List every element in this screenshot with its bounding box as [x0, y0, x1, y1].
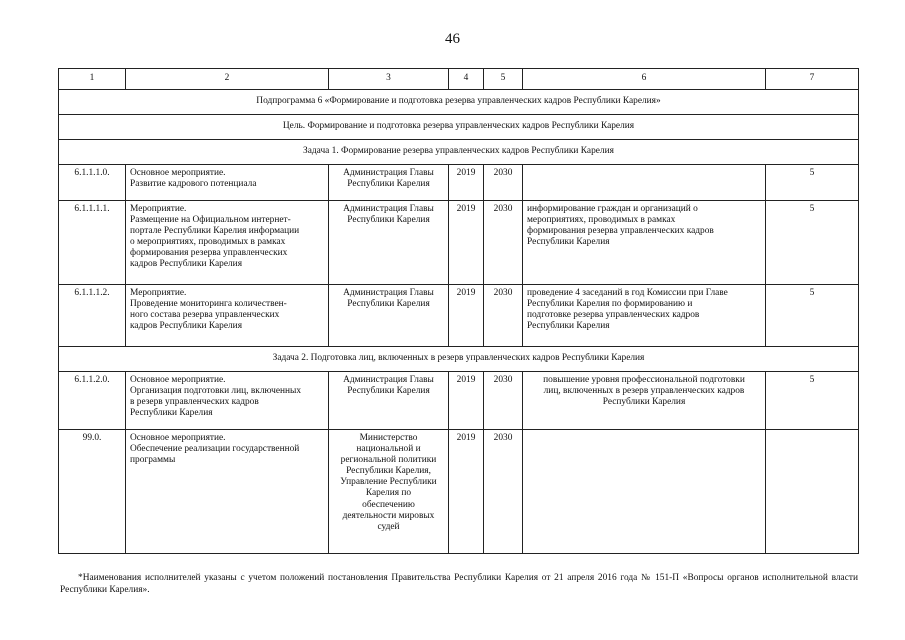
text-line: Республики Карелия по формированию и: [527, 299, 693, 310]
expected-result: [523, 165, 766, 201]
goal-title: Цель. Формирование и подготовка резерва управленческих кадров Республики Карелия: [59, 115, 859, 140]
text-line: Республики Карелия: [602, 397, 686, 408]
end-year: 2030: [484, 165, 523, 201]
text-line: Администрация Главы: [343, 168, 434, 178]
expected-result: [523, 430, 766, 554]
text-line: лиц, включенных в резерв управленческих кадров: [543, 386, 745, 397]
activity-executor: [329, 430, 449, 554]
text-line: Республики Карелия: [347, 386, 430, 397]
text-line: кадров Республики Карелия: [130, 321, 243, 332]
text-line: программы: [130, 455, 176, 466]
subprogram-row: [59, 90, 859, 115]
activity-executor: [329, 165, 449, 201]
activity-executor: [329, 372, 449, 430]
activity-name: [126, 430, 329, 554]
indicator-number: 5: [766, 285, 859, 347]
text-line: о мероприятиях, проводимых в рамках: [130, 237, 286, 248]
text-line: формирования резерва управленческих: [130, 248, 288, 259]
activity-executor: [329, 201, 449, 285]
expected-result: [523, 201, 766, 285]
column-number: 5: [484, 69, 523, 90]
activity-number: 6.1.1.2.0.: [59, 372, 126, 430]
indicator-number: 5: [766, 201, 859, 285]
text-line: Развитие кадрового потенциала: [130, 179, 257, 190]
activity-number: 6.1.1.1.1.: [59, 201, 126, 285]
program-table: [58, 68, 859, 554]
subprogram-title: Подпрограмма 6 «Формирование и подготовка резерва управленческих кадров Республики Карелия»: [59, 90, 859, 115]
activity-name: [126, 372, 329, 430]
indicator-number: 5: [766, 165, 859, 201]
indicator-number: 5: [766, 372, 859, 430]
column-number: 1: [59, 69, 126, 90]
column-number: 6: [523, 69, 766, 90]
text-line: информирование граждан и организаций о: [527, 204, 698, 214]
end-year: 2030: [484, 285, 523, 347]
text-line: Основное мероприятие.: [130, 168, 226, 178]
activity-number: 99.0.: [59, 430, 126, 554]
text-line: деятельности мировых: [342, 510, 435, 521]
text-line: проведение 4 заседаний в год Комиссии при Главе: [527, 288, 728, 298]
text-line: Министерство: [359, 433, 418, 443]
start-year: 2019: [449, 201, 484, 285]
activity-name: [126, 165, 329, 201]
column-number: 7: [766, 69, 859, 90]
start-year: 2019: [449, 430, 484, 554]
text-line: портале Республики Карелия информации: [130, 226, 300, 237]
text-line: Республики Карелия: [347, 179, 430, 190]
table-row: [59, 285, 859, 347]
text-line: Республики Карелия: [527, 237, 610, 248]
activity-number: 6.1.1.1.0.: [59, 165, 126, 201]
task-1-title: Задача 1. Формирование резерва управленческих кадров Республики Карелия: [59, 140, 859, 165]
text-line: Республики Карелия: [347, 215, 430, 226]
text-line: Основное мероприятие.: [130, 375, 226, 385]
activity-number: 6.1.1.1.2.: [59, 285, 126, 347]
footnote: *Наименования исполнителей указаны с учетом положений постановления Правительства Республики Карелия от 21 апреля 2016 года № 151-П «Вопросы органов исполнительной власти Республики Карелия».: [60, 573, 858, 596]
end-year: 2030: [484, 201, 523, 285]
start-year: 2019: [449, 285, 484, 347]
text-line: кадров Республики Карелия: [130, 259, 243, 270]
indicator-number: [766, 430, 859, 554]
text-line: повышение уровня профессиональной подготовки: [543, 375, 745, 385]
task-2-title: Задача 2. Подготовка лиц, включенных в резерв управленческих кадров Республики Карелия: [59, 347, 859, 372]
text-line: Размещение на Официальном интернет-: [130, 215, 291, 226]
activity-name: [126, 201, 329, 285]
column-number: 2: [126, 69, 329, 90]
text-line: Обеспечение реализации государственной: [130, 444, 300, 455]
activity-name: [126, 285, 329, 347]
text-line: Администрация Главы: [343, 375, 434, 385]
text-line: Республики Карелия,: [346, 466, 431, 477]
text-line: формирования резерва управленческих кадров: [527, 226, 714, 237]
text-line: судей: [377, 521, 400, 532]
text-line: Администрация Главы: [343, 204, 434, 214]
end-year: 2030: [484, 372, 523, 430]
goal-row: [59, 115, 859, 140]
start-year: 2019: [449, 165, 484, 201]
column-number: 3: [329, 69, 449, 90]
text-line: обеспечению: [362, 499, 415, 510]
text-line: Управление Республики: [340, 477, 437, 488]
end-year: 2030: [484, 430, 523, 554]
text-line: национальной и: [356, 444, 421, 455]
text-line: Мероприятие.: [130, 288, 187, 298]
text-line: Основное мероприятие.: [130, 433, 226, 443]
text-line: мероприятиях, проводимых в рамках: [527, 215, 676, 226]
task-row: [59, 140, 859, 165]
table-row: [59, 430, 859, 554]
table-row: [59, 201, 859, 285]
text-line: Проведение мониторинга количествен-: [130, 299, 287, 310]
text-line: в резерв управленческих кадров: [130, 397, 259, 408]
table-row: [59, 372, 859, 430]
start-year: 2019: [449, 372, 484, 430]
column-number-row: [59, 69, 859, 90]
text-line: Мероприятие.: [130, 204, 187, 214]
text-line: Республики Карелия: [527, 321, 610, 332]
text-line: ного состава резерва управленческих: [130, 310, 280, 321]
column-number: 4: [449, 69, 484, 90]
task-row: [59, 347, 859, 372]
text-line: Организация подготовки лиц, включенных: [130, 386, 302, 397]
text-line: Администрация Главы: [343, 288, 434, 298]
activity-executor: [329, 285, 449, 347]
text-line: подготовке резерва управленческих кадров: [527, 310, 700, 321]
page-number: 46: [445, 31, 460, 47]
text-line: Карелия по: [365, 488, 412, 499]
table-row: [59, 165, 859, 201]
expected-result: [523, 372, 766, 430]
text-line: Республики Карелия: [130, 408, 213, 419]
text-line: региональной политики: [340, 455, 437, 466]
expected-result: [523, 285, 766, 347]
text-line: Республики Карелия: [347, 299, 430, 310]
